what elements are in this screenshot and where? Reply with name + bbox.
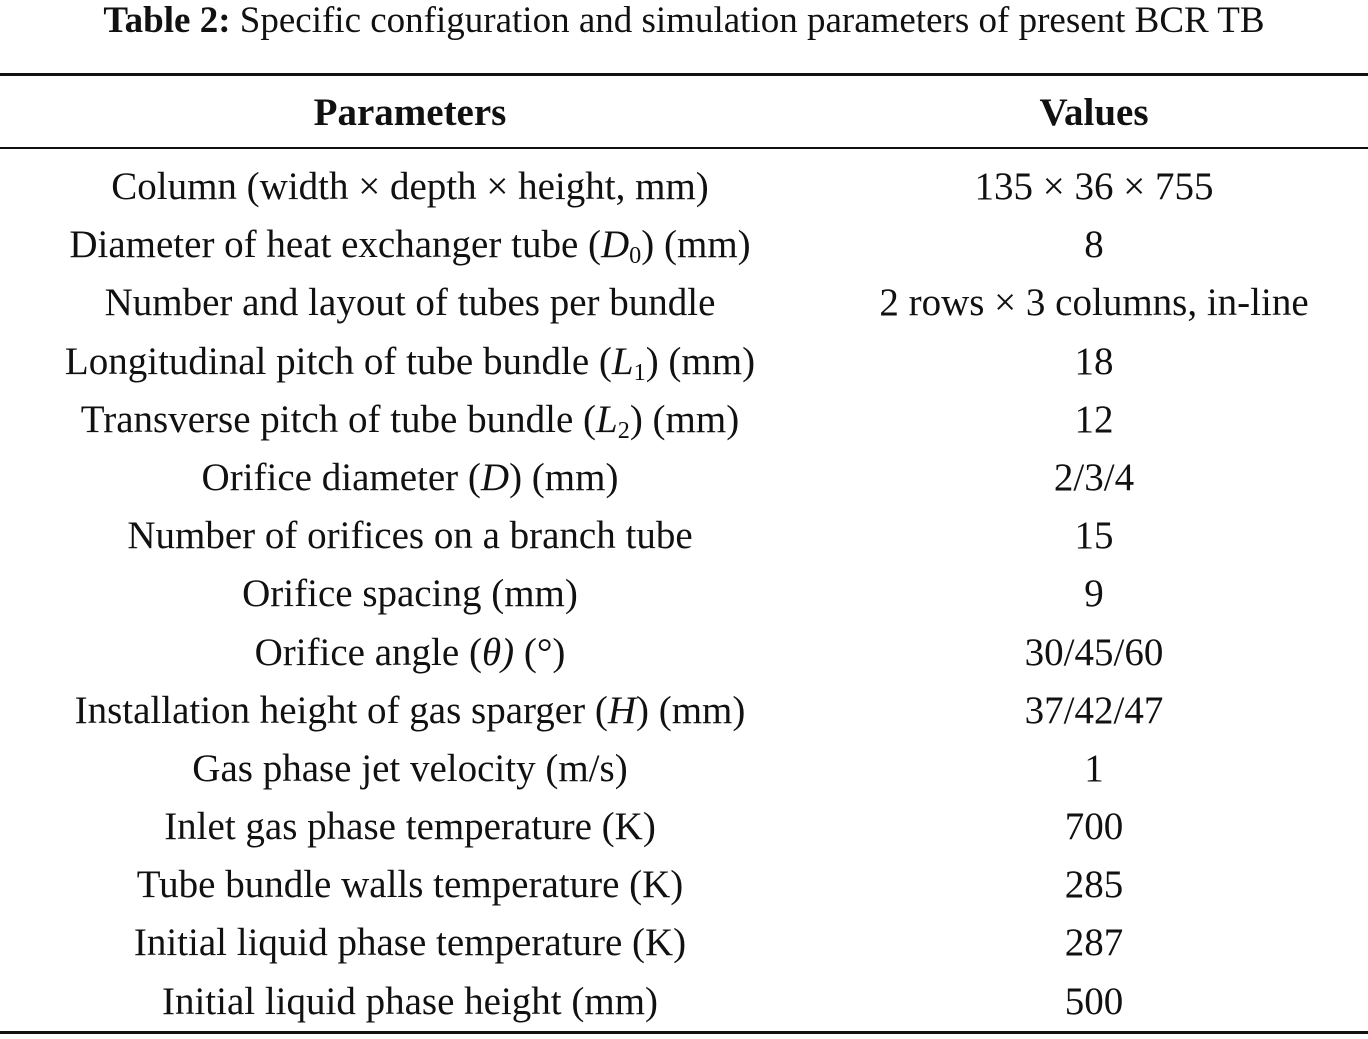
value-cell: 37/42/47	[1024, 688, 1164, 732]
table-row	[0, 740, 1368, 798]
table-row	[0, 856, 1368, 914]
value-cell: 15	[1074, 514, 1114, 558]
caption-label: Table 2:	[103, 0, 231, 41]
param-text-suffix: (°)	[514, 630, 566, 674]
parameter-cell	[0, 740, 820, 798]
table-row	[0, 507, 1368, 565]
parameter-cell	[0, 216, 820, 274]
value-cell: 12	[1074, 397, 1114, 441]
table-row	[0, 449, 1368, 507]
parameter-cell	[0, 973, 820, 1031]
value-cell: 2 rows × 3 columns, in-line	[879, 281, 1309, 325]
header-rule	[0, 147, 1368, 149]
parameter-cell	[0, 914, 820, 972]
top-rule	[0, 73, 1368, 76]
param-text-suffix: ) (mm)	[641, 223, 751, 267]
param-subscript: 2	[617, 416, 630, 444]
parameter-cell	[0, 274, 820, 332]
table-caption	[0, 0, 1368, 44]
param-text: Tube bundle walls temperature (K)	[136, 863, 684, 907]
value-cell: 135 × 36 × 755	[974, 165, 1214, 208]
param-text-suffix: ) (mm)	[645, 339, 756, 383]
param-text: Orifice spacing (mm)	[242, 572, 578, 616]
value-cell: 500	[1064, 979, 1124, 1023]
param-symbol: L	[611, 339, 634, 383]
bottom-rule	[0, 1031, 1368, 1034]
value-cell: 30/45/60	[1024, 630, 1164, 674]
value-cell: 18	[1074, 339, 1114, 383]
param-text: Number of orifices on a branch tube	[127, 514, 693, 558]
param-subscript: 0	[629, 242, 642, 270]
value-cell: 2/3/4	[1053, 455, 1135, 499]
param-text: Number and layout of tubes per bundle	[104, 281, 716, 325]
table-row	[0, 914, 1368, 972]
param-text: Initial liquid phase temperature (K)	[133, 921, 687, 965]
param-text: Diameter of heat exchanger tube (	[69, 223, 601, 267]
parameter-cell	[0, 565, 820, 623]
parameter-cell	[0, 798, 820, 856]
parameter-cell	[0, 624, 820, 682]
parameter-cell	[0, 158, 820, 216]
value-cell: 8	[1084, 223, 1104, 267]
table-header-row	[0, 80, 1368, 146]
param-text: Inlet gas phase temperature (K)	[164, 805, 656, 849]
table-row	[0, 333, 1368, 391]
table-row	[0, 624, 1368, 682]
param-text: Orifice angle (	[254, 630, 482, 674]
caption-text: Specific configuration and simulation parameters of present BCR TB	[239, 0, 1265, 41]
param-text-suffix: ) (mm)	[509, 455, 619, 499]
parameter-cell	[0, 507, 820, 565]
param-subscript: 1	[633, 358, 646, 386]
parameter-cell	[0, 391, 820, 449]
table-row	[0, 682, 1368, 740]
param-symbol: L	[596, 397, 618, 441]
table-row	[0, 158, 1368, 216]
value-cell: 1	[1084, 746, 1104, 790]
param-text: Transverse pitch of tube bundle (	[80, 397, 597, 441]
table-row	[0, 216, 1368, 274]
header-values: Values	[1039, 91, 1149, 134]
param-symbol: D	[601, 223, 630, 267]
param-text: Longitudinal pitch of tube bundle (	[64, 339, 612, 383]
value-cell: 700	[1064, 805, 1124, 849]
header-parameters: Parameters	[313, 91, 507, 134]
param-text: Initial liquid phase height (mm)	[161, 979, 659, 1023]
table-row	[0, 798, 1368, 856]
parameter-cell	[0, 449, 820, 507]
table-row	[0, 391, 1368, 449]
parameter-cell	[0, 333, 820, 391]
table-row	[0, 973, 1368, 1031]
table-row	[0, 565, 1368, 623]
param-text: Column (width × depth × height, mm)	[111, 165, 709, 208]
param-text-suffix: ) (mm)	[629, 397, 740, 441]
param-symbol: H	[607, 688, 636, 732]
param-text: Gas phase jet velocity (m/s)	[192, 746, 628, 790]
parameter-cell	[0, 682, 820, 740]
param-text: Orifice diameter (	[201, 455, 481, 499]
param-symbol: θ)	[481, 630, 515, 674]
value-cell: 9	[1084, 572, 1104, 616]
param-symbol: D	[480, 455, 510, 499]
param-text-suffix: ) (mm)	[636, 688, 746, 732]
table-row	[0, 274, 1368, 332]
param-text: Installation height of gas sparger (	[74, 688, 608, 732]
parameter-cell	[0, 856, 820, 914]
value-cell: 287	[1064, 921, 1124, 965]
table-body	[0, 158, 1368, 1031]
value-cell: 285	[1064, 863, 1124, 907]
